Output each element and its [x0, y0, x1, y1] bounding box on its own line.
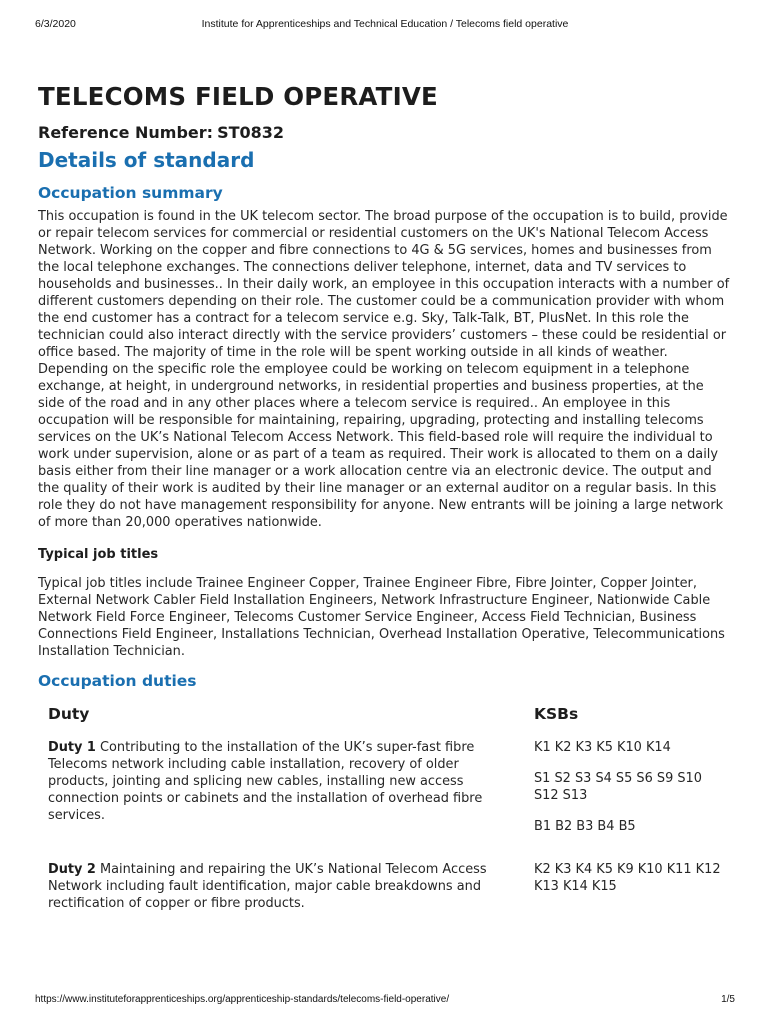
reference-value: ST0832: [217, 123, 285, 142]
reference-number: [38, 123, 734, 142]
job-titles-text: Typical job titles include Trainee Engineer Copper, Trainee Engineer Fibre, Fibre Jointer, Copper Jointer, External Network Cabler Field Installation Engineers, Network Infrastructure Engineer, Nationwide Cable Network Field Force Engineer, Telecoms Customer Service Engineer, Access Field Technician, Business Connections Field Engineer, Installations Technician, Overhead Installation Operative, Telecommunications Installation Technician.: [38, 576, 725, 659]
ksb-knowledge: K2 K3 K4 K5 K9 K10 K11 K12 K13 K14 K15: [534, 862, 721, 894]
duty-text: Maintaining and repairing the UK’s National Telecom Access Network including fault identification, major cable breakdowns and rectification of copper or fibre products.: [48, 862, 487, 911]
duty-cell: [38, 861, 524, 938]
print-date: 6/3/2020: [35, 18, 76, 30]
print-page-title: Institute for Apprenticeships and Technical Education / Telecoms field operative: [201, 18, 569, 30]
duties-table-header: [38, 698, 734, 739]
ksbs-cell: [524, 739, 734, 861]
page-number: 1/5: [721, 994, 735, 1005]
reference-label: Reference Number:: [38, 123, 214, 142]
duty-text: Contributing to the installation of the UK’s super-fast fibre Telecoms network including cable installation, recovery of older products, jointing and splicing new cables, installing new access connection points or cabinets and the installation of overhead fibre services.: [48, 740, 483, 823]
ksb-knowledge: K1 K2 K3 K5 K10 K14: [534, 740, 671, 755]
table-row: [38, 861, 734, 938]
duty-cell: [38, 739, 524, 861]
page-title: TELECOMS FIELD OPERATIVE: [38, 82, 438, 111]
details-heading: Details of standard: [38, 148, 255, 172]
occupation-summary-text: This occupation is found in the UK telecom sector. The broad purpose of the occupation is to build, provide or repair telecom services for commercial or residential customers on the UK's National Telecom Access Network. Working on the copper and fibre connections to 4G & 5G services, homes and businesses from the local telephone exchanges. The connections deliver telephone, internet, data and TV services to households and businesses.. In their daily work, an employee in this occupation interacts with a number of different customers depending on their role. The customer could be a communication provider with whom the end customer has a contract for a telecom service e.g. Sky, Talk-Talk, BT, PlusNet. In this role the technician could also interact directly with the service providers’ customers – these could be residential or office based. The majority of time in the role will be spent working outside in all kinds of weather. Depending on the specific role the employee could be working on telecom equipment in a telephone exchange, at height, in underground networks, in residential properties and business properties, at the side of the road and in any other places where a telecom service is required.. An employee in this occupation will be responsible for maintaining, repairing, upgrading, protecting and installing telecoms services on the UK’s National Telecom Access Network. This field-based role will require the individual to work under supervision, alone or as part of a team as required. Their work is allocated to them on a daily basis either from their line manager or a work allocation centre via an electronic device. The output and the quality of their work is audited by their line manager or an external auditor on a regular basis. In this role they do not have management responsibility for anyone. New entrants will be joining a large network of more than 20,000 operatives nationwide.: [38, 209, 730, 530]
job-titles-heading: Typical job titles: [38, 547, 159, 562]
ksbs-column-header: KSBs: [534, 705, 579, 723]
occupation-duties-heading: Occupation duties: [38, 672, 197, 690]
ksb-skills: S1 S2 S3 S4 S5 S6 S9 S10 S12 S13: [534, 771, 702, 803]
duty-number: Duty 1: [48, 740, 96, 755]
occupation-summary-heading: Occupation summary: [38, 184, 223, 202]
duties-table: [38, 698, 734, 938]
main-content: [38, 82, 734, 938]
print-header: [0, 0, 770, 40]
page-url: https://www.instituteforapprenticeships.org/apprenticeship-standards/telecoms-field-operative/: [35, 994, 450, 1005]
table-row: [38, 739, 734, 861]
ksb-behaviours: B1 B2 B3 B4 B5: [534, 819, 636, 834]
duty-column-header: Duty: [48, 705, 90, 723]
duty-number: Duty 2: [48, 862, 96, 877]
ksbs-cell: [524, 861, 734, 938]
